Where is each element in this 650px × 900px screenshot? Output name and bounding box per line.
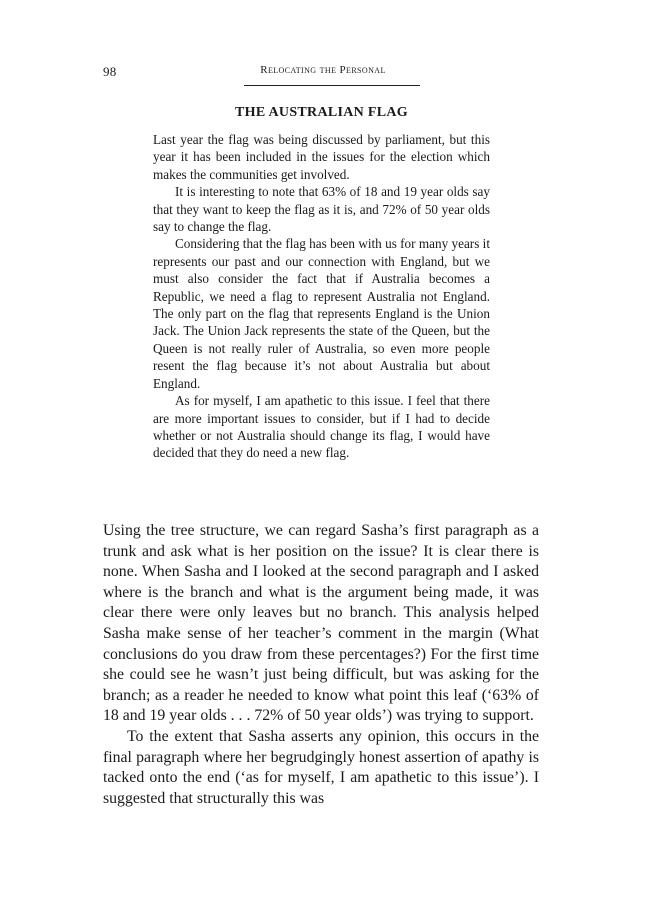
- body-paragraph: To the extent that Sasha asserts any opinion, this occurs in the final paragraph where her begrudgingly honest assertion of apathy is tacked onto the end (‘as for myself, I am apathetic to this issue’). I suggested that structurally this was: [103, 727, 539, 807]
- body-paragraph: Using the tree structure, we can regard Sasha’s first paragraph as a trunk and ask what is her position on the issue? It is clear there is none. When Sasha and I looked at the second paragraph and I asked where is the branch and what is the argument being made, it was clear there were only leaves but no branch. This analysis helped Sasha make sense of her teacher’s comment in the margin (What conclusions do you draw from these percentages?) For the first time she could see he wasn’t just being difficult, but was asking for the branch; as a reader he needed to know what point this leaf (‘63% of 18 and 19 year olds . . . 72% of 50 year olds’) was trying to support.: [103, 522, 539, 725]
- extract-paragraph: Last year the flag was being discussed by parliament, but this year it has been included in the issues for the election which makes the communities get involved.: [153, 132, 490, 182]
- extract-paragraph: Considering that the flag has been with us for many years it represents our past and our connection with England, but we must also consider the fact that if Australia becomes a Republic, we need a flag to represent Australia not England. The only part on the flag that represents England is the Union Jack. The Union Jack represents the state of the Queen, but the Queen is not really ruler of Australia, so even more people resent the flag because it’s not about Australia but about England.: [153, 236, 490, 391]
- running-head: Relocating the Personal: [260, 64, 386, 76]
- body-text: [103, 521, 539, 809]
- page-number: 98: [103, 64, 117, 79]
- extract-paragraph: It is interesting to note that 63% of 18 and 19 year olds say that they want to keep the flag as it is, and 72% of 50 year olds say to change the flag.: [153, 184, 490, 235]
- extract-paragraph: As for myself, I am apathetic to this issue. I feel that there are more important issues to consider, but if I had to decide whether or not Australia should change its flag, I would have decided that they do need a new flag.: [153, 393, 490, 461]
- student-essay-extract: [153, 131, 490, 462]
- extract-title: THE AUSTRALIAN FLAG: [235, 105, 408, 120]
- header-rule: [244, 85, 420, 86]
